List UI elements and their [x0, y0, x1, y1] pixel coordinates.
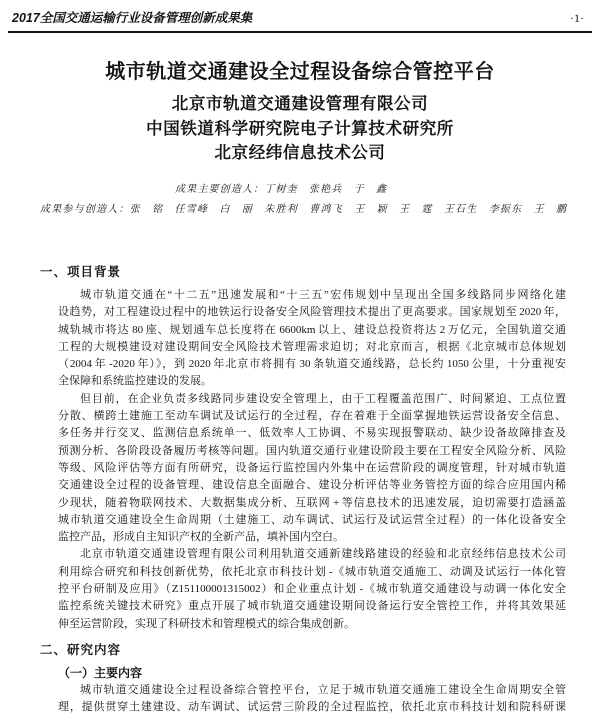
text-line: 设趋势，对工程建设过程中的地铁运行设备安全风险管理技术提出了更高要求。国家规划至 2020 年， [58, 306, 566, 319]
text-line: 城轨城市将达 80 座、规划通车总长度将在 6600km 以上、建设总投资将达 2 万亿元，全国轨道交通 [58, 323, 566, 336]
text-line: （2004 年 -2020 年）》，到 2020 年北京市将拥有 30 条轨道交通线路，总长约 1050 公里，十分重视安 [58, 358, 566, 371]
text-line: 等级、风险评估等方面有所研究，设备运行监控国内外集中在运营阶段的调度管理，针对城市轨道 [58, 461, 566, 474]
text-line: 控平台研制及应用》（Z151100001315002）和企业重点计划 -《城市轨道交通建设与动调一体化安全 [58, 583, 566, 596]
text-line: 多任务并行交叉、监测信息系统单一、低效率人工协调、不易实现报警联动、缺少设备故障排查及 [58, 427, 566, 440]
organization: 北京经纬信息技术公司 [214, 144, 386, 162]
paragraph [40, 287, 566, 391]
participants-names: 张 铭 任雪峰 白 丽 朱胜利 曹鸿飞 王 颖 王 霆 王石生 李振东 王 鹏 [129, 204, 567, 215]
text-line: 伸至运营阶段，实现了科研技术和管理模式的综合集成创新。 [58, 617, 355, 630]
text-line: 全保障和系统监控建设的发展。 [58, 375, 212, 388]
main-creators-line [175, 183, 386, 197]
text-line: 监控系统关键技术研究》重点开展了城市轨道交通建设期间设备运行安全管控工作，并将其效果延 [58, 600, 566, 613]
participants-label: 成果参与创造人： [40, 204, 130, 215]
organization: 中国铁道科学研究院电子计算技术研究所 [146, 119, 454, 138]
text-line: 城市轨道交通在“十二五”迅速发展和“十三五”宏伟规划中呈现出全国多线路同步网络化建 [80, 289, 566, 301]
body-text [40, 263, 566, 717]
organization: 北京市轨道交通建设管理有限公司 [171, 95, 429, 113]
organization-list [0, 92, 600, 166]
text-line: 监控产品，形成自主知识产权的全新产品，填补国内空白。 [58, 531, 344, 544]
text-line: 分散、横跨土建施工至动车调试及试运行的全过程，存在着难于全面掌握地铁运营设备安全信息、 [58, 410, 566, 423]
text-line: 城市轨道交通建设全生命周期（土建施工、动车调试、试运行及试运营全过程）的一体化设备安全 [58, 513, 566, 526]
text-line: 少现状，随着物联网技术、大数据集成分析、互联网 + 等信息技术的迅速发展，迫切需要打造涵盖 [58, 496, 566, 509]
collection-title: 2017全国交通运输行业设备管理创新成果集 [12, 11, 253, 25]
main-creators-names: 丁树奎 张艳兵 于 鑫 [264, 184, 387, 195]
text-line: 但目前，在企业负责多线路同步建设安全管理上，由于工程覆盖范围广、时间紧迫、工点位置 [80, 392, 566, 405]
running-header [10, 9, 590, 27]
paragraph [40, 546, 566, 632]
text-line: 交通建设全过程的设备管理、建设信息全面融合、建设分析评估等业务管控方面的综合应用国内稀 [58, 479, 566, 492]
article-title: 城市轨道交通建设全过程设备综合管控平台 [105, 61, 495, 83]
section-heading: 二、研究内容 [40, 642, 122, 657]
paragraph [40, 391, 566, 547]
header-rule [8, 31, 592, 33]
paragraph [40, 682, 566, 717]
text-line: 利用综合研究和科技创新优势，依托北京市科技计划 -《城市轨道交通施工、动调及试运行一体化管 [58, 565, 566, 578]
text-line: 理，提供贯穿土建建设、动车调试、试运营三阶段的全过程监控，依托北京市科技计划和院科研课 [58, 701, 566, 714]
participants-line [40, 203, 566, 217]
text-line: 工程的大规模建设对建设期间安全风险技术管理需求迫切；对北京而言，根据《北京城市总体规划 [58, 340, 566, 353]
text-line: 北京市轨道交通建设管理有限公司利用轨道交通新建线路建设的经验和北京经纬信息技术公司 [80, 548, 566, 561]
section-heading: 一、项目背景 [40, 265, 122, 279]
main-creators-label: 成果主要创造人： [175, 184, 265, 195]
subsection-heading: （一）主要内容 [58, 665, 143, 680]
page-number: ·1· [570, 11, 584, 25]
text-line: 城市轨道交通建设全过程设备综合管控平台，立足于城市轨道交通施工建设全生命周期安全管 [80, 683, 566, 696]
text-line: 预测分析、各阶段设备履历考核等问题。国内轨道交通行业建设阶段主要在工程安全风险分析、风险 [58, 444, 566, 457]
